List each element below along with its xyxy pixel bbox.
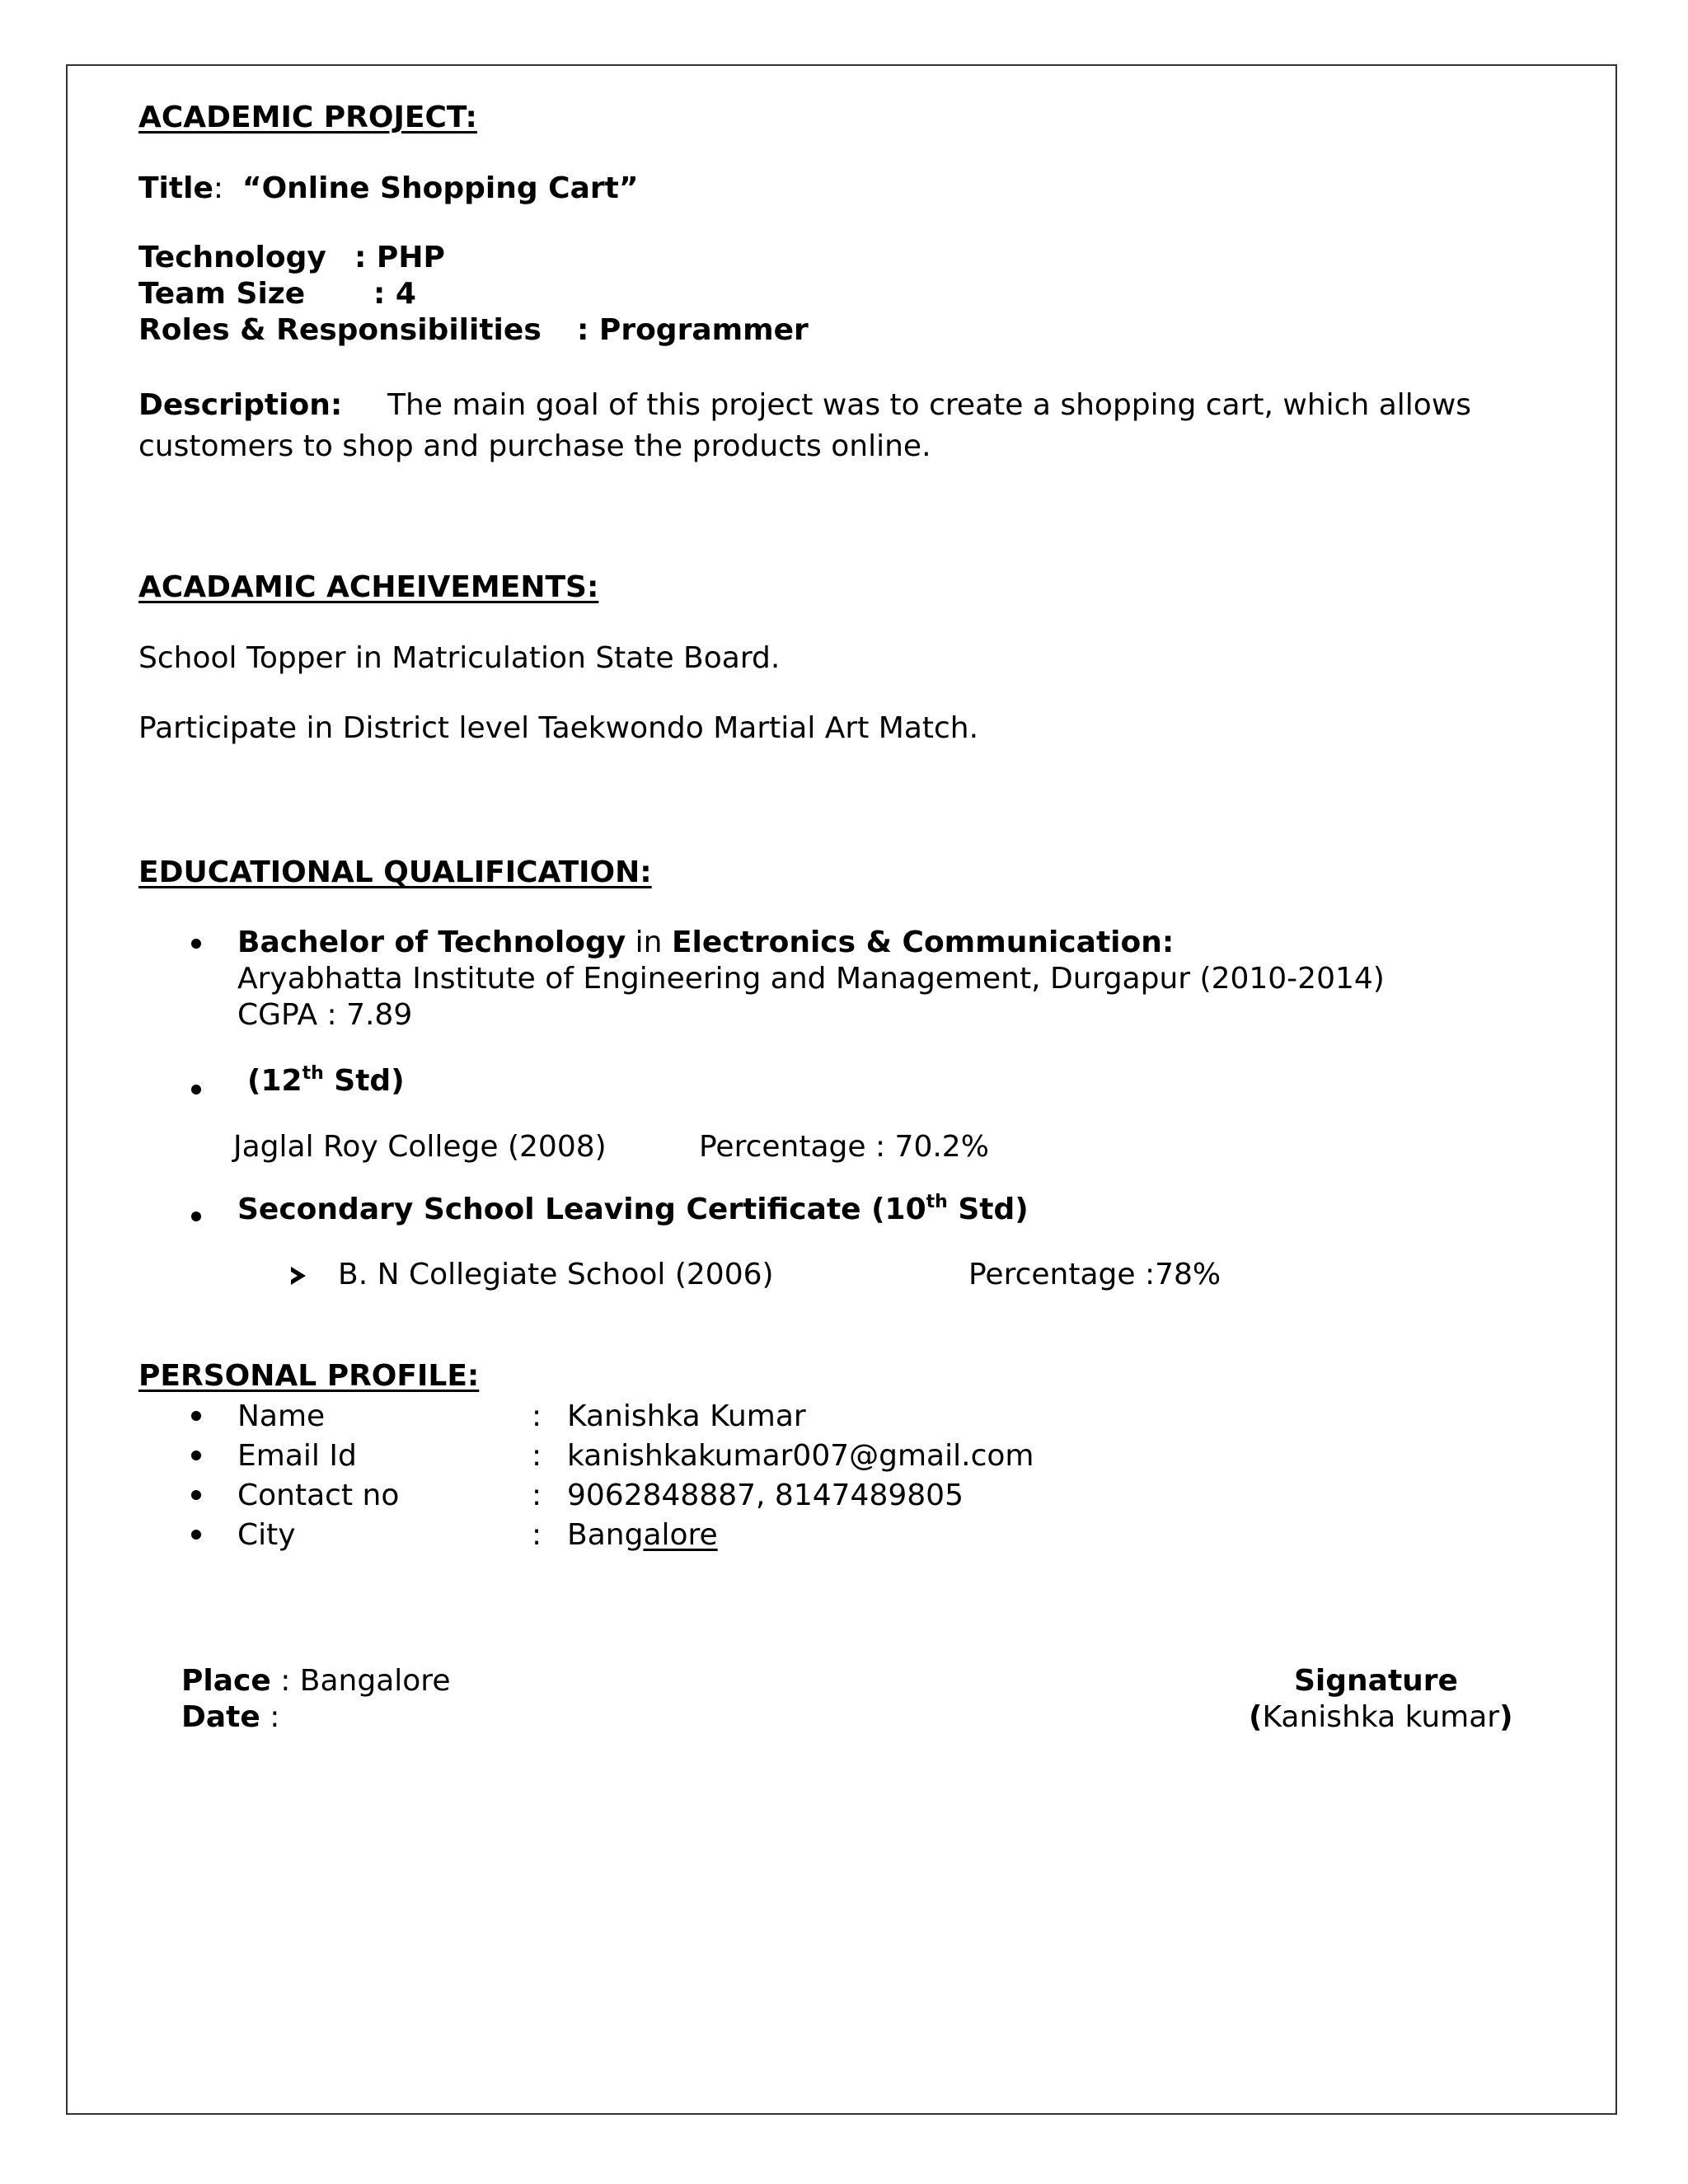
profile-label-contact: Contact no <box>237 1479 400 1512</box>
project-title-label: Title <box>138 171 213 205</box>
btech-field: Electronics & Communication: <box>671 926 1175 959</box>
roles-label: Roles & Responsibilities <box>138 313 542 347</box>
std12-open: (12 <box>247 1064 302 1098</box>
std12-college: Jaglal Roy College (2008) <box>233 1130 607 1164</box>
std10-title-text: Secondary School Leaving Certificate (10 <box>237 1193 926 1226</box>
academic-project-heading: ACADEMIC PROJECT: <box>138 101 477 134</box>
profile-value-contact: 9062848887, 8147489805 <box>567 1479 964 1512</box>
profile-colon: : <box>532 1439 542 1473</box>
profile-value-city <box>567 1517 718 1554</box>
std12-percentage: Percentage : 70.2% <box>699 1130 989 1164</box>
personal-profile-heading: PERSONAL PROFILE: <box>138 1359 480 1393</box>
date-value: : <box>260 1700 280 1734</box>
sig-open: ( <box>1249 1700 1263 1734</box>
place-line <box>181 1663 450 1699</box>
std10-title <box>237 1192 1029 1228</box>
city-part-a: Bang <box>567 1518 644 1552</box>
bullet-icon <box>191 1451 201 1460</box>
place-value: : Bangalore <box>270 1664 451 1698</box>
roles-value: : Programmer <box>577 313 809 347</box>
btech-connector: in <box>626 926 672 959</box>
std10-percentage: Percentage :78% <box>968 1258 1221 1291</box>
profile-colon: : <box>532 1518 542 1552</box>
bullet-icon <box>191 1411 201 1421</box>
sig-name: Kanishka kumar <box>1262 1700 1500 1734</box>
profile-label-name: Name <box>237 1399 326 1433</box>
signature-label: Signature <box>1294 1664 1458 1698</box>
team-size-label: Team Size <box>138 277 306 311</box>
profile-value-email: kanishkakumar007@gmail.com <box>567 1439 1034 1473</box>
std12-title <box>247 1063 405 1099</box>
signature-name-line <box>1249 1699 1513 1736</box>
profile-colon: : <box>532 1399 542 1433</box>
bullet-icon <box>191 1212 201 1221</box>
place-label: Place <box>181 1664 271 1698</box>
achievement-item: Participate in District level Taekwondo Martial Art Match. <box>138 711 979 745</box>
btech-line <box>237 925 1174 961</box>
arrow-bullet-icon <box>291 1267 306 1285</box>
project-title-value: “Online Shopping Cart” <box>241 171 639 205</box>
bullet-icon <box>191 1530 201 1540</box>
technology-label: Technology <box>138 241 326 274</box>
achievements-heading: ACADAMIC ACHEIVEMENTS: <box>138 570 599 604</box>
btech-institute: Aryabhatta Institute of Engineering and Management, Durgapur (2010-2014) <box>237 962 1385 996</box>
education-heading: EDUCATIONAL QUALIFICATION: <box>138 855 652 889</box>
date-label: Date <box>181 1700 260 1734</box>
achievement-item: School Topper in Matriculation State Board. <box>138 641 781 675</box>
city-part-b: alore <box>643 1518 718 1552</box>
std12-close: Std) <box>323 1064 405 1098</box>
description-line-2: customers to shop and purchase the products online. <box>138 429 931 463</box>
profile-label-email: Email Id <box>237 1439 357 1473</box>
std10-sup: th <box>926 1192 948 1212</box>
project-title-colon: : <box>213 171 224 205</box>
technology-value: : PHP <box>354 241 445 274</box>
std10-school: B. N Collegiate School (2006) <box>338 1258 774 1291</box>
std10-close: Std) <box>947 1193 1029 1226</box>
project-title-line <box>138 171 639 207</box>
profile-colon: : <box>532 1479 542 1512</box>
date-line <box>181 1699 279 1736</box>
sig-close: ) <box>1499 1700 1513 1734</box>
std12-sup: th <box>302 1063 324 1084</box>
bullet-icon <box>191 1085 201 1094</box>
profile-value-name: Kanishka Kumar <box>567 1399 806 1433</box>
btech-degree: Bachelor of Technology <box>237 926 626 959</box>
team-size-value: : 4 <box>373 277 416 311</box>
description-label: Description: <box>138 388 343 422</box>
description-line-1: The main goal of this project was to create a shopping cart, which allows <box>387 388 1472 422</box>
profile-label-city: City <box>237 1518 296 1552</box>
bullet-icon <box>191 939 201 949</box>
bullet-icon <box>191 1490 201 1500</box>
btech-cgpa: CGPA : 7.89 <box>237 998 413 1032</box>
